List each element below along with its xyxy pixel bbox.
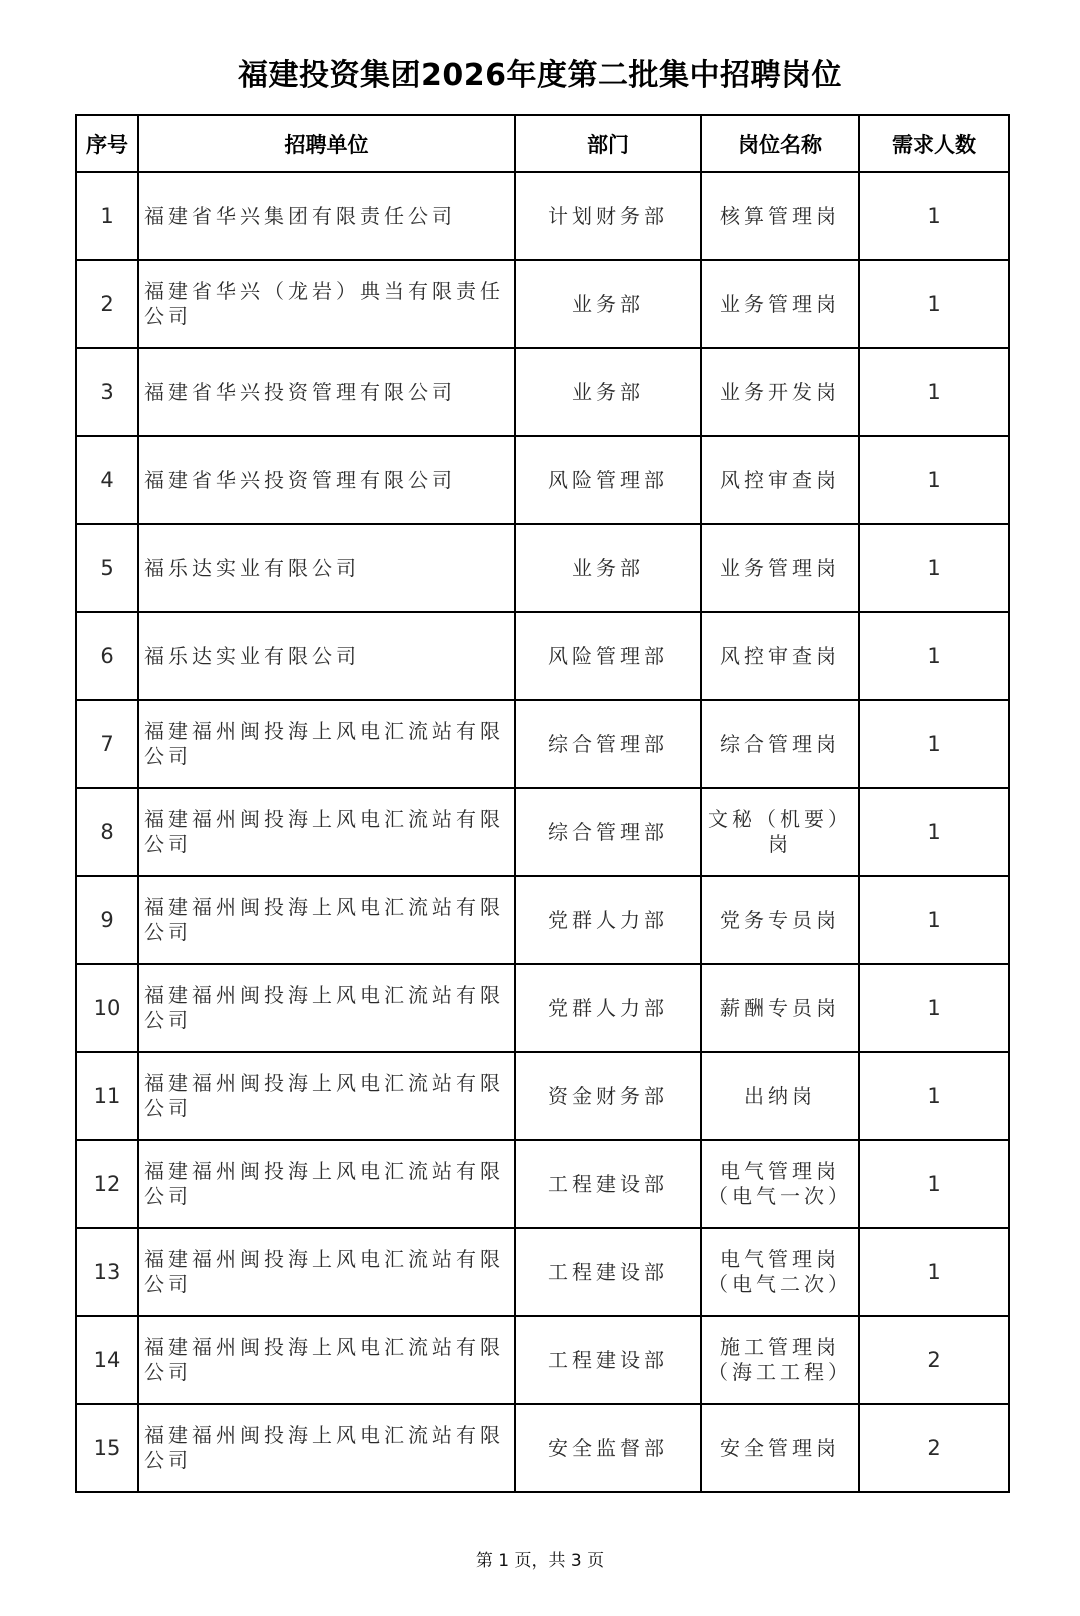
cell-serial-no: 4 [76, 436, 138, 524]
table-row [76, 612, 1009, 700]
cell-hiring-unit: 福乐达实业有限公司 [138, 612, 515, 700]
cell-department: 工程建设部 [515, 1316, 701, 1404]
table-row [76, 1404, 1009, 1492]
cell-department: 工程建设部 [515, 1140, 701, 1228]
cell-serial-no: 13 [76, 1228, 138, 1316]
table-row [76, 1140, 1009, 1228]
cell-position-name: 安全管理岗 [701, 1404, 859, 1492]
cell-position-name: 业务开发岗 [701, 348, 859, 436]
cell-hiring-unit: 福建省华兴集团有限责任公司 [138, 172, 515, 260]
cell-position-name: 风控审查岗 [701, 436, 859, 524]
cell-serial-no: 14 [76, 1316, 138, 1404]
cell-headcount: 1 [859, 524, 1009, 612]
cell-serial-no: 2 [76, 260, 138, 348]
cell-department: 风险管理部 [515, 436, 701, 524]
cell-department: 综合管理部 [515, 788, 701, 876]
cell-position-name: 党务专员岗 [701, 876, 859, 964]
table-row [76, 1228, 1009, 1316]
cell-department: 业务部 [515, 524, 701, 612]
cell-department: 业务部 [515, 260, 701, 348]
cell-hiring-unit: 福建省华兴（龙岩）典当有限责任公司 [138, 260, 515, 348]
cell-headcount: 1 [859, 1140, 1009, 1228]
cell-hiring-unit: 福建福州闽投海上风电汇流站有限公司 [138, 876, 515, 964]
cell-serial-no: 7 [76, 700, 138, 788]
cell-position-name: 施工管理岗（海工工程） [701, 1316, 859, 1404]
cell-position-name: 电气管理岗（电气一次） [701, 1140, 859, 1228]
cell-position-name: 风控审查岗 [701, 612, 859, 700]
cell-department: 工程建设部 [515, 1228, 701, 1316]
cell-position-name: 文秘（机要）岗 [701, 788, 859, 876]
cell-serial-no: 12 [76, 1140, 138, 1228]
table-row [76, 700, 1009, 788]
cell-headcount: 1 [859, 788, 1009, 876]
cell-position-name: 薪酬专员岗 [701, 964, 859, 1052]
cell-position-name: 业务管理岗 [701, 524, 859, 612]
cell-hiring-unit: 福建省华兴投资管理有限公司 [138, 348, 515, 436]
cell-hiring-unit: 福建福州闽投海上风电汇流站有限公司 [138, 788, 515, 876]
cell-hiring-unit: 福建福州闽投海上风电汇流站有限公司 [138, 964, 515, 1052]
cell-serial-no: 8 [76, 788, 138, 876]
cell-department: 安全监督部 [515, 1404, 701, 1492]
cell-position-name: 出纳岗 [701, 1052, 859, 1140]
table-row [76, 436, 1009, 524]
header-serial-no: 序号 [76, 115, 138, 172]
cell-headcount: 1 [859, 964, 1009, 1052]
cell-hiring-unit: 福建福州闽投海上风电汇流站有限公司 [138, 1404, 515, 1492]
cell-department: 党群人力部 [515, 876, 701, 964]
table-row [76, 1316, 1009, 1404]
table-row [76, 1052, 1009, 1140]
cell-hiring-unit: 福建福州闽投海上风电汇流站有限公司 [138, 1228, 515, 1316]
cell-hiring-unit: 福建省华兴投资管理有限公司 [138, 436, 515, 524]
cell-position-name: 业务管理岗 [701, 260, 859, 348]
header-hiring-unit: 招聘单位 [138, 115, 515, 172]
cell-headcount: 1 [859, 1052, 1009, 1140]
table-row [76, 348, 1009, 436]
header-headcount: 需求人数 [859, 115, 1009, 172]
cell-position-name: 综合管理岗 [701, 700, 859, 788]
cell-serial-no: 9 [76, 876, 138, 964]
page-title: 福建投资集团2026年度第二批集中招聘岗位 [238, 58, 842, 93]
cell-headcount: 1 [859, 876, 1009, 964]
cell-department: 资金财务部 [515, 1052, 701, 1140]
cell-hiring-unit: 福建福州闽投海上风电汇流站有限公司 [138, 700, 515, 788]
cell-serial-no: 10 [76, 964, 138, 1052]
table-row [76, 788, 1009, 876]
table-row [76, 964, 1009, 1052]
cell-headcount: 1 [859, 612, 1009, 700]
cell-headcount: 2 [859, 1316, 1009, 1404]
cell-headcount: 1 [859, 172, 1009, 260]
cell-department: 风险管理部 [515, 612, 701, 700]
cell-position-name: 核算管理岗 [701, 172, 859, 260]
cell-position-name: 电气管理岗（电气二次） [701, 1228, 859, 1316]
cell-department: 党群人力部 [515, 964, 701, 1052]
cell-serial-no: 6 [76, 612, 138, 700]
cell-hiring-unit: 福建福州闽投海上风电汇流站有限公司 [138, 1052, 515, 1140]
page-footer: 第 1 页，共 3 页 [475, 1551, 605, 1571]
table-row [76, 172, 1009, 260]
cell-headcount: 1 [859, 348, 1009, 436]
cell-headcount: 1 [859, 700, 1009, 788]
recruitment-table [75, 114, 1010, 1493]
cell-department: 综合管理部 [515, 700, 701, 788]
cell-serial-no: 1 [76, 172, 138, 260]
table-row [76, 876, 1009, 964]
cell-hiring-unit: 福乐达实业有限公司 [138, 524, 515, 612]
cell-serial-no: 11 [76, 1052, 138, 1140]
cell-hiring-unit: 福建福州闽投海上风电汇流站有限公司 [138, 1316, 515, 1404]
cell-headcount: 1 [859, 436, 1009, 524]
table-header-row [76, 115, 1009, 172]
table-row [76, 524, 1009, 612]
cell-hiring-unit: 福建福州闽投海上风电汇流站有限公司 [138, 1140, 515, 1228]
cell-serial-no: 15 [76, 1404, 138, 1492]
cell-serial-no: 3 [76, 348, 138, 436]
cell-headcount: 1 [859, 260, 1009, 348]
table-row [76, 260, 1009, 348]
cell-headcount: 1 [859, 1228, 1009, 1316]
cell-serial-no: 5 [76, 524, 138, 612]
cell-department: 计划财务部 [515, 172, 701, 260]
header-position-name: 岗位名称 [701, 115, 859, 172]
cell-headcount: 2 [859, 1404, 1009, 1492]
header-department: 部门 [515, 115, 701, 172]
cell-department: 业务部 [515, 348, 701, 436]
